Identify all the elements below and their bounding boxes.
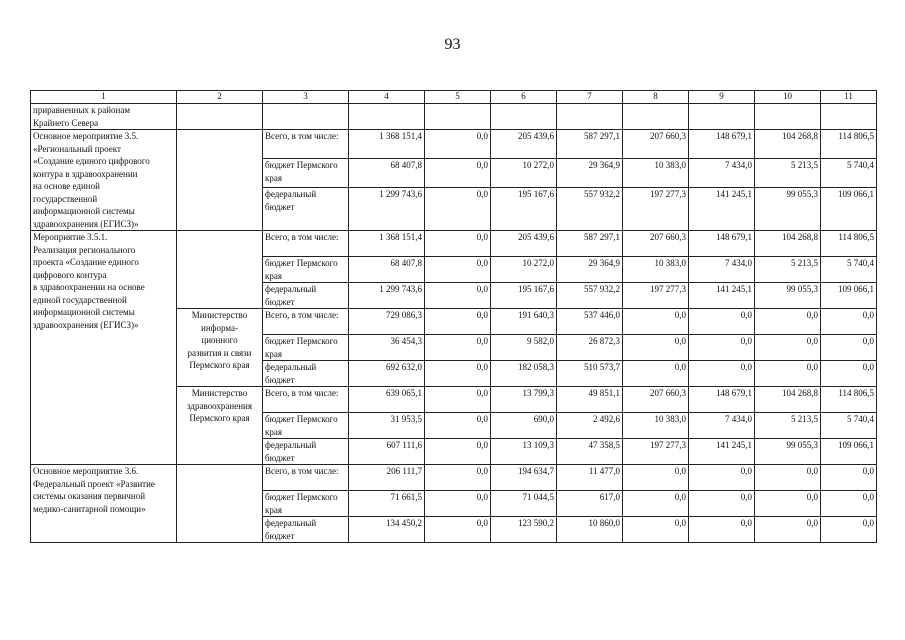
amount-cell: 5 213,5 — [755, 413, 821, 439]
amount-cell: 0,0 — [425, 465, 491, 491]
amount-cell: 690,0 — [491, 413, 557, 439]
amount-cell: 114 806,5 — [821, 387, 877, 413]
source-cell: федеральный бюджет — [263, 283, 349, 309]
amount-cell: 537 446,0 — [557, 309, 623, 335]
amount-cell: 31 953,5 — [349, 413, 425, 439]
empty-cell — [177, 104, 263, 130]
amount-cell: 0,0 — [425, 439, 491, 465]
source-cell: бюджет Пермского края — [263, 413, 349, 439]
amount-cell: 2 492,6 — [557, 413, 623, 439]
source-cell: Всего, в том числе: — [263, 130, 349, 159]
amount-cell: 0,0 — [689, 309, 755, 335]
column-number-6: 6 — [491, 91, 557, 104]
amount-cell: 114 806,5 — [821, 231, 877, 257]
amount-cell: 197 277,3 — [623, 283, 689, 309]
amount-cell: 0,0 — [821, 335, 877, 361]
table-row — [31, 130, 877, 159]
amount-cell: 197 277,3 — [623, 188, 689, 231]
amount-cell: 13 799,3 — [491, 387, 557, 413]
amount-cell: 194 634,7 — [491, 465, 557, 491]
amount-cell: 104 268,8 — [755, 130, 821, 159]
table-body — [31, 91, 877, 543]
amount-cell: 197 277,3 — [623, 439, 689, 465]
amount-cell: 134 450,2 — [349, 517, 425, 543]
amount-cell: 617,0 — [557, 491, 623, 517]
amount-cell: 0,0 — [821, 361, 877, 387]
source-cell: Всего, в том числе: — [263, 387, 349, 413]
empty-cell — [557, 104, 623, 130]
amount-cell: 141 245,1 — [689, 283, 755, 309]
source-cell: бюджет Пермского края — [263, 159, 349, 188]
amount-cell: 5 213,5 — [755, 257, 821, 283]
column-number-8: 8 — [623, 91, 689, 104]
amount-cell: 11 477,0 — [557, 465, 623, 491]
amount-cell: 109 066,1 — [821, 439, 877, 465]
amount-cell: 26 872,3 — [557, 335, 623, 361]
amount-cell: 0,0 — [425, 283, 491, 309]
amount-cell: 607 111,6 — [349, 439, 425, 465]
amount-cell: 68 407,8 — [349, 257, 425, 283]
amount-cell: 5 740,4 — [821, 159, 877, 188]
column-number-11: 11 — [821, 91, 877, 104]
amount-cell: 0,0 — [425, 361, 491, 387]
activity-name-cell: Основное мероприятие 3.5. «Региональный проект «Создание единого цифрового контура в здравоохранении на основе единой государственной информационной системы здравоохранения (ЕГИСЗ)» — [31, 130, 177, 231]
amount-cell: 141 245,1 — [689, 439, 755, 465]
amount-cell: 1 368 151,4 — [349, 231, 425, 257]
amount-cell: 0,0 — [425, 309, 491, 335]
amount-cell: 0,0 — [623, 465, 689, 491]
amount-cell: 99 055,3 — [755, 188, 821, 231]
amount-cell: 29 364,9 — [557, 257, 623, 283]
amount-cell: 0,0 — [689, 491, 755, 517]
table-row — [31, 465, 877, 491]
amount-cell: 182 058,3 — [491, 361, 557, 387]
amount-cell: 206 111,7 — [349, 465, 425, 491]
amount-cell: 207 660,3 — [623, 130, 689, 159]
empty-cell — [689, 104, 755, 130]
amount-cell: 0,0 — [689, 517, 755, 543]
amount-cell: 5 213,5 — [755, 159, 821, 188]
amount-cell: 0,0 — [821, 465, 877, 491]
amount-cell: 148 679,1 — [689, 130, 755, 159]
column-number-5: 5 — [425, 91, 491, 104]
executor-cell — [177, 465, 263, 543]
activity-name-cell: Мероприятие 3.5.1. Реализация регионального проекта «Создание единого цифрового контура в здравоохранении на основе единой государственной информационной системы здравоохранения (ЕГИСЗ)» — [31, 231, 177, 465]
amount-cell: 0,0 — [755, 491, 821, 517]
source-cell: Всего, в том числе: — [263, 309, 349, 335]
executor-cell: Министерство информа- ционного развития и связи Пермского края — [177, 309, 263, 387]
amount-cell: 148 679,1 — [689, 387, 755, 413]
source-cell: бюджет Пермского края — [263, 491, 349, 517]
column-number-9: 9 — [689, 91, 755, 104]
amount-cell: 0,0 — [689, 465, 755, 491]
amount-cell: 0,0 — [755, 309, 821, 335]
amount-cell: 10 860,0 — [557, 517, 623, 543]
amount-cell: 0,0 — [425, 387, 491, 413]
amount-cell: 7 434,0 — [689, 413, 755, 439]
amount-cell: 0,0 — [425, 517, 491, 543]
activity-name-cell: Основное мероприятие 3.6. Федеральный проект «Развитие системы оказания первичной медико-санитарной помощи» — [31, 465, 177, 543]
amount-cell: 0,0 — [689, 361, 755, 387]
amount-cell: 639 065,1 — [349, 387, 425, 413]
amount-cell: 587 297,1 — [557, 130, 623, 159]
amount-cell: 109 066,1 — [821, 188, 877, 231]
amount-cell: 0,0 — [623, 335, 689, 361]
amount-cell: 0,0 — [623, 309, 689, 335]
amount-cell: 0,0 — [425, 335, 491, 361]
amount-cell: 0,0 — [425, 491, 491, 517]
amount-cell: 7 434,0 — [689, 257, 755, 283]
executor-cell: Министерство здравоохранения Пермского края — [177, 387, 263, 465]
table-row — [31, 104, 877, 130]
amount-cell: 0,0 — [755, 335, 821, 361]
executor-cell — [177, 130, 263, 231]
amount-cell: 123 590,2 — [491, 517, 557, 543]
source-cell: бюджет Пермского края — [263, 335, 349, 361]
empty-cell — [491, 104, 557, 130]
amount-cell: 0,0 — [425, 188, 491, 231]
amount-cell: 0,0 — [425, 159, 491, 188]
source-cell: Всего, в том числе: — [263, 231, 349, 257]
budget-table — [30, 90, 877, 543]
amount-cell: 104 268,8 — [755, 387, 821, 413]
source-cell: бюджет Пермского края — [263, 257, 349, 283]
amount-cell: 510 573,7 — [557, 361, 623, 387]
activity-name-cell: приравненных к районам Крайнего Севера — [31, 104, 177, 130]
source-cell: федеральный бюджет — [263, 361, 349, 387]
empty-cell — [425, 104, 491, 130]
amount-cell: 0,0 — [425, 257, 491, 283]
column-number-7: 7 — [557, 91, 623, 104]
amount-cell: 557 932,2 — [557, 188, 623, 231]
amount-cell: 191 640,3 — [491, 309, 557, 335]
column-number-1: 1 — [31, 91, 177, 104]
empty-cell — [349, 104, 425, 130]
empty-cell — [755, 104, 821, 130]
column-number-2: 2 — [177, 91, 263, 104]
amount-cell: 0,0 — [623, 361, 689, 387]
amount-cell: 1 299 743,6 — [349, 188, 425, 231]
empty-cell — [623, 104, 689, 130]
amount-cell: 99 055,3 — [755, 439, 821, 465]
empty-cell — [821, 104, 877, 130]
amount-cell: 557 932,2 — [557, 283, 623, 309]
amount-cell: 36 454,3 — [349, 335, 425, 361]
source-cell: федеральный бюджет — [263, 517, 349, 543]
amount-cell: 195 167,6 — [491, 283, 557, 309]
amount-cell: 0,0 — [425, 130, 491, 159]
amount-cell: 10 383,0 — [623, 413, 689, 439]
amount-cell: 205 439,6 — [491, 130, 557, 159]
amount-cell: 0,0 — [821, 491, 877, 517]
page-number: 93 — [444, 36, 461, 53]
executor-cell — [177, 231, 263, 309]
amount-cell: 0,0 — [623, 517, 689, 543]
amount-cell: 5 740,4 — [821, 257, 877, 283]
amount-cell: 205 439,6 — [491, 231, 557, 257]
amount-cell: 49 851,1 — [557, 387, 623, 413]
amount-cell: 114 806,5 — [821, 130, 877, 159]
amount-cell: 0,0 — [623, 491, 689, 517]
amount-cell: 9 582,0 — [491, 335, 557, 361]
amount-cell: 1 368 151,4 — [349, 130, 425, 159]
amount-cell: 0,0 — [755, 517, 821, 543]
amount-cell: 0,0 — [689, 335, 755, 361]
amount-cell: 141 245,1 — [689, 188, 755, 231]
amount-cell: 0,0 — [755, 361, 821, 387]
amount-cell: 10 272,0 — [491, 159, 557, 188]
amount-cell: 5 740,4 — [821, 413, 877, 439]
amount-cell: 195 167,6 — [491, 188, 557, 231]
amount-cell: 68 407,8 — [349, 159, 425, 188]
amount-cell: 10 383,0 — [623, 257, 689, 283]
amount-cell: 13 109,3 — [491, 439, 557, 465]
column-number-4: 4 — [349, 91, 425, 104]
amount-cell: 0,0 — [821, 309, 877, 335]
amount-cell: 729 086,3 — [349, 309, 425, 335]
column-number-row — [31, 91, 877, 104]
amount-cell: 0,0 — [821, 517, 877, 543]
amount-cell: 47 358,5 — [557, 439, 623, 465]
amount-cell: 10 383,0 — [623, 159, 689, 188]
source-cell: федеральный бюджет — [263, 439, 349, 465]
amount-cell: 0,0 — [755, 465, 821, 491]
amount-cell: 99 055,3 — [755, 283, 821, 309]
amount-cell: 71 044,5 — [491, 491, 557, 517]
amount-cell: 587 297,1 — [557, 231, 623, 257]
amount-cell: 207 660,3 — [623, 387, 689, 413]
amount-cell: 29 364,9 — [557, 159, 623, 188]
column-number-3: 3 — [263, 91, 349, 104]
amount-cell: 148 679,1 — [689, 231, 755, 257]
amount-cell: 104 268,8 — [755, 231, 821, 257]
amount-cell: 0,0 — [425, 413, 491, 439]
amount-cell: 7 434,0 — [689, 159, 755, 188]
amount-cell: 207 660,3 — [623, 231, 689, 257]
column-number-10: 10 — [755, 91, 821, 104]
source-cell: Всего, в том числе: — [263, 465, 349, 491]
amount-cell: 109 066,1 — [821, 283, 877, 309]
table-row — [31, 231, 877, 257]
empty-cell — [263, 104, 349, 130]
amount-cell: 692 632,0 — [349, 361, 425, 387]
amount-cell: 71 661,5 — [349, 491, 425, 517]
amount-cell: 10 272,0 — [491, 257, 557, 283]
amount-cell: 1 299 743,6 — [349, 283, 425, 309]
source-cell: федеральный бюджет — [263, 188, 349, 231]
amount-cell: 0,0 — [425, 231, 491, 257]
